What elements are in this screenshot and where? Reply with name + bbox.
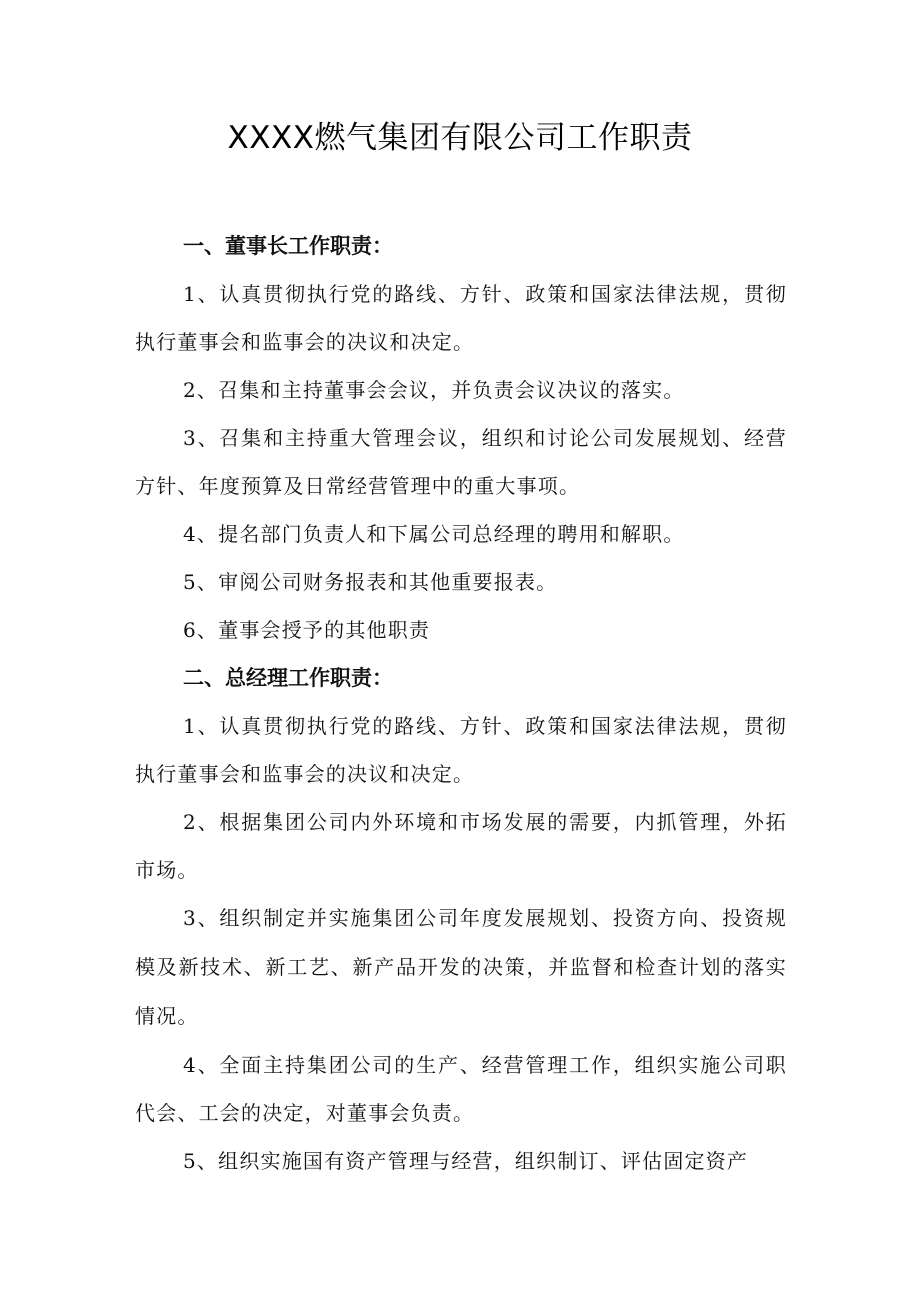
gm-duty-2: 2、根据集团公司内外环境和市场发展的需要，内抓管理，外拓市场。 bbox=[135, 810, 787, 882]
document-body bbox=[135, 222, 787, 1185]
gm-duty-5: 5、组织实施国有资产管理与经营，组织制订、评估固定资产 bbox=[183, 1149, 749, 1173]
chairman-duty-1: 1、认真贯彻执行党的路线、方针、政策和国家法律法规，贯彻执行董事会和监事会的决议和决定。 bbox=[135, 282, 787, 354]
gm-duty-3: 3、组织制定并实施集团公司年度发展规划、投资方向、投资规模及新技术、新工艺、新产品开发的决策，并监督和检查计划的落实情况。 bbox=[135, 906, 787, 1028]
chairman-duty-2: 2、召集和主持董事会会议，并负责会议决议的落实。 bbox=[183, 378, 685, 402]
section-heading-general-manager: 二、总经理工作职责： bbox=[183, 666, 393, 690]
document-title: XXXX燃气集团有限公司工作职责 bbox=[227, 120, 693, 156]
gm-duty-4: 4、全面主持集团公司的生产、经营管理工作，组织实施公司职代会、工会的决定，对董事会负责。 bbox=[135, 1053, 787, 1125]
chairman-duty-4: 4、提名部门负责人和下属公司总经理的聘用和解职。 bbox=[183, 522, 685, 546]
gm-duty-1: 1、认真贯彻执行党的路线、方针、政策和国家法律法规，贯彻执行董事会和监事会的决议和决定。 bbox=[135, 714, 787, 786]
chairman-duty-3: 3、召集和主持重大管理会议，组织和讨论公司发展规划、经营方针、年度预算及日常经营管理中的重大事项。 bbox=[135, 426, 787, 498]
section-heading-chairman: 一、董事长工作职责： bbox=[183, 234, 393, 258]
chairman-duty-6: 6、董事会授予的其他职责 bbox=[183, 618, 431, 642]
chairman-duty-5: 5、审阅公司财务报表和其他重要报表。 bbox=[183, 570, 558, 594]
